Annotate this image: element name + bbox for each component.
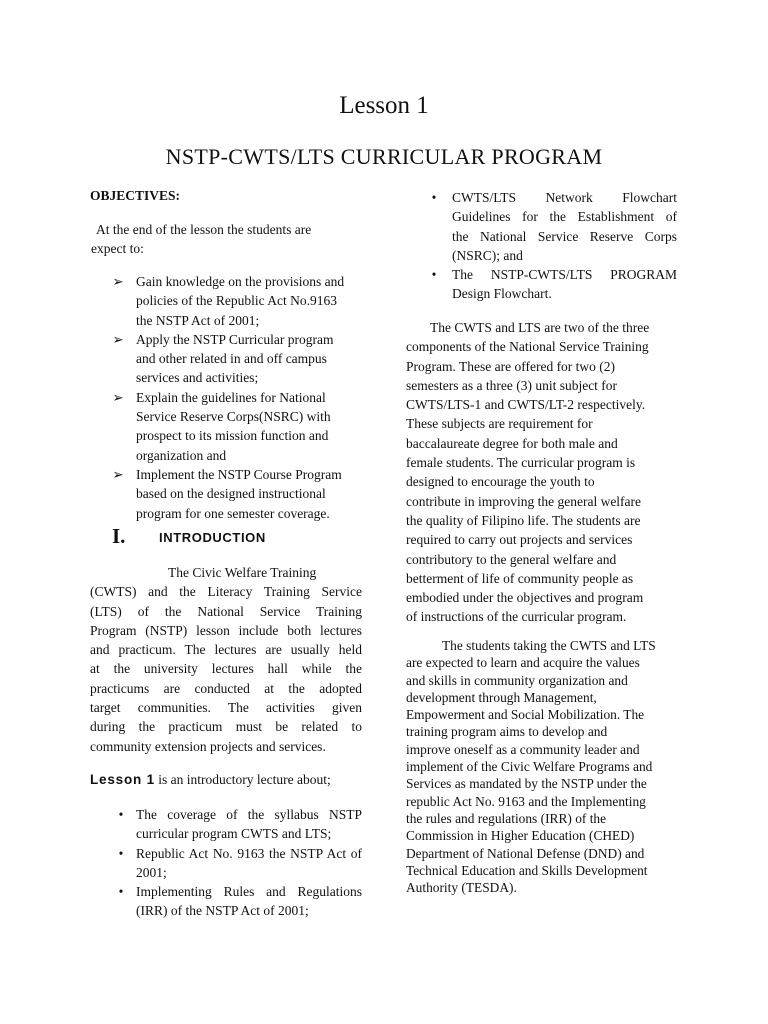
right-bullet-list (431, 188, 677, 304)
right-bullet-text: The NSTP-CWTS/LTS PROGRAM (452, 267, 677, 283)
arrow-bullet-icon: ➢ (112, 274, 124, 289)
students-paragraph (406, 637, 686, 896)
paragraph-line: community extension projects and services. (90, 738, 326, 754)
paragraph-line: semesters as a three (3) unit subject for (406, 377, 618, 393)
coverage-item (118, 844, 362, 883)
objective-text: prospect to its mission function and (136, 428, 329, 444)
coverage-text: (IRR) of the NSTP Act of 2001; (136, 903, 309, 919)
objective-item (112, 272, 376, 330)
objective-item (112, 330, 376, 388)
objective-text: program for one semester coverage. (136, 505, 330, 521)
paragraph-line: and skills in community organization and (406, 672, 628, 688)
paragraph-line: development through Management, (406, 689, 597, 705)
coverage-text: The coverage of the syllabus NSTP (136, 807, 362, 822)
objective-text: and other related in and off campus (136, 351, 327, 367)
paragraph-line: Program (NSTP) lesson include both lectures (90, 622, 362, 638)
objective-item (112, 465, 376, 523)
paragraph-line: of instructions of the curricular program. (406, 609, 627, 625)
lesson-intro-rest: is an introductory lecture about; (154, 772, 331, 787)
paragraph-line: required to carry out projects and services (406, 532, 633, 548)
coverage-list (118, 805, 362, 921)
bullet-dot-icon: • (118, 884, 124, 900)
right-bullet-text: CWTS/LTS Network Flowchart (452, 190, 677, 205)
program-title: NSTP-CWTS/LTS CURRICULAR PROGRAM (165, 144, 603, 169)
section-numeral: I. (112, 524, 126, 548)
bullet-dot-icon: • (431, 190, 437, 205)
objectives-list (112, 272, 376, 523)
paragraph-line: the rules and regulations (IRR) of the (406, 810, 607, 826)
coverage-item (118, 882, 362, 921)
introduction-paragraph (90, 563, 362, 756)
paragraph-line: Technical Education and Skills Development (406, 862, 648, 878)
lesson-intro-line (90, 770, 370, 789)
paragraph-line: CWTS/LTS-1 and CWTS/LT-2 respectively. (406, 397, 646, 413)
paragraph-line: female students. The curricular program is (406, 455, 636, 471)
arrow-bullet-icon: ➢ (112, 466, 124, 482)
bullet-dot-icon: • (118, 807, 124, 822)
right-bullet-item (431, 188, 677, 265)
paragraph-line: Department of National Defense (DND) and (406, 845, 645, 861)
paragraph-line: The Civic Welfare Training (168, 565, 317, 580)
arrow-bullet-icon: ➢ (112, 389, 124, 405)
paragraph-line: contributory to the general welfare and (406, 551, 617, 567)
objectives-heading: OBJECTIVES: (90, 188, 181, 203)
paragraph-line: components of the National Service Training (406, 339, 649, 355)
right-bullet-text: the National Service Reserve Corps (452, 228, 677, 244)
paragraph-line: The students taking the CWTS and LTS (442, 638, 656, 653)
paragraph-line: at the university lectures hall while the (90, 661, 362, 677)
lesson-title: Lesson 1 (339, 92, 429, 119)
paragraph-line: practicums are conducted at the adopted (90, 680, 362, 696)
lesson-intro-bold: Lesson 1 (90, 772, 155, 787)
right-bullet-text: Guidelines for the Establishment of (452, 209, 677, 225)
objective-text: services and activities; (136, 370, 259, 386)
paragraph-line: are expected to learn and acquire the values (406, 655, 640, 671)
coverage-text: curricular program CWTS and LTS; (136, 826, 332, 842)
objective-text: Apply the NSTP Curricular program (136, 331, 334, 347)
objective-item (112, 388, 376, 465)
objective-text: policies of the Republic Act No.9163 (136, 293, 337, 309)
objective-text: organization and (136, 447, 227, 463)
bullet-dot-icon: • (118, 845, 124, 861)
right-bullet-item (431, 265, 677, 304)
paragraph-line: Commission in Higher Education (CHED) (406, 828, 635, 844)
paragraph-line: embodied under the objectives and program (406, 590, 644, 606)
paragraph-line: during the practicum must be related to (90, 719, 362, 735)
bullet-dot-icon: • (431, 267, 437, 283)
paragraph-line: (CWTS) and the Literacy Training Service (90, 584, 362, 600)
paragraph-line: designed to encourage the youth to (406, 474, 595, 490)
objectives-intro-line2: expect to: (91, 241, 144, 257)
objective-text: based on the designed instructional (136, 486, 326, 502)
paragraph-line: training program aims to develop and (406, 724, 608, 740)
coverage-text: Republic Act No. 9163 the NSTP Act of (136, 845, 362, 861)
paragraph-line: contribute in improving the general welfare (406, 493, 642, 509)
coverage-item (118, 805, 362, 844)
paragraph-line: (LTS) of the National Service Training (90, 603, 362, 619)
paragraph-line: Program. These are offered for two (2) (406, 358, 616, 374)
paragraph-line: These subjects are requirement for (406, 416, 593, 432)
introduction-heading: INTRODUCTION (159, 530, 266, 545)
paragraph-line: target communities. The activities given (90, 700, 362, 716)
objective-text: Service Reserve Corps(NSRC) with (136, 409, 331, 425)
objectives-intro-line1: At the end of the lesson the students are (96, 222, 312, 237)
paragraph-line: Services as mandated by the NSTP under the (406, 776, 647, 792)
paragraph-line: and practicum. The lectures are usually held (90, 642, 362, 658)
paragraph-line: republic Act No. 9163 and the Implementing (406, 793, 646, 809)
paragraph-line: implement of the Civic Welfare Programs and (406, 759, 653, 775)
objective-text: the NSTP Act of 2001; (136, 312, 260, 328)
components-paragraph (406, 318, 686, 627)
right-bullet-text: (NSRC); and (452, 247, 523, 263)
paragraph-line: betterment of life of community people as (406, 570, 634, 586)
paragraph-line: baccalaureate degree for both male and (406, 435, 618, 451)
objective-text: Explain the guidelines for National (136, 389, 326, 405)
paragraph-line: the quality of Filipino life. The students are (406, 512, 641, 528)
objective-text: Gain knowledge on the provisions and (136, 274, 345, 289)
arrow-bullet-icon: ➢ (112, 331, 124, 347)
paragraph-line: improve oneself as a community leader and (406, 741, 640, 757)
paragraph-line: Empowerment and Social Mobilization. The (406, 707, 645, 723)
objectives-intro (91, 220, 376, 259)
coverage-text: Implementing Rules and Regulations (136, 884, 362, 900)
right-bullet-text: Design Flowchart. (452, 286, 552, 302)
paragraph-line: Authority (TESDA). (406, 880, 517, 896)
objective-text: Implement the NSTP Course Program (136, 466, 342, 482)
paragraph-line: The CWTS and LTS are two of the three (430, 320, 650, 335)
coverage-text: 2001; (136, 864, 167, 880)
